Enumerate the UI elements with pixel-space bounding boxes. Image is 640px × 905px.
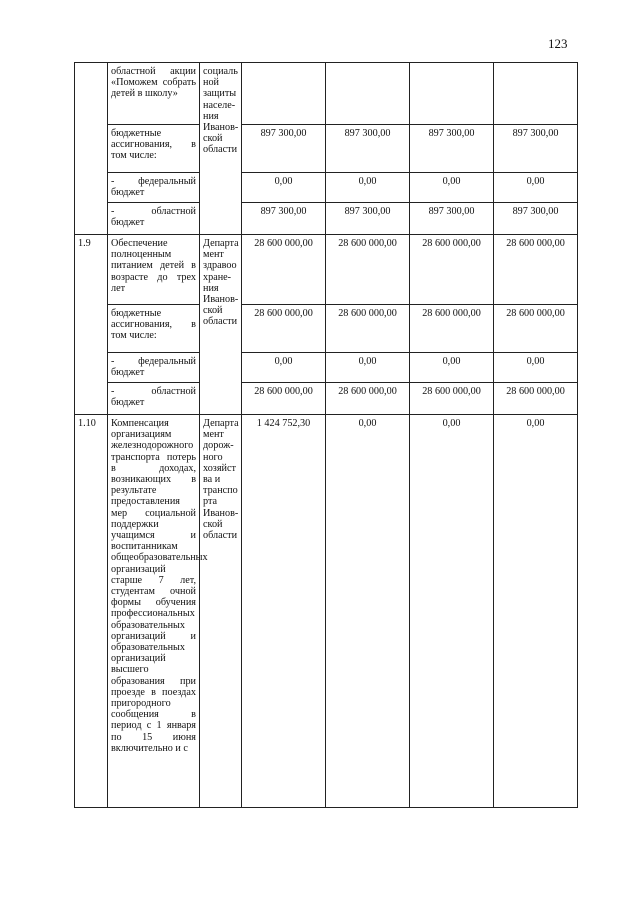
- executor-line: ской: [203, 518, 223, 530]
- page-number: 123: [548, 36, 568, 51]
- amount-cell: 0,00: [494, 173, 578, 203]
- executor-line: ской: [203, 305, 223, 317]
- description-cell: - областной бюджет: [108, 383, 200, 415]
- description-cell: - федеральный бюджет: [108, 173, 200, 203]
- amount-cell: 28 600 000,00: [494, 305, 578, 353]
- amount-cell: [410, 63, 494, 125]
- executor-line: Департа: [203, 238, 239, 249]
- amount-cell: 28 600 000,00: [326, 305, 410, 353]
- description-cell: Обеспечение полноценным питанием детей в возрасте до трех лет: [108, 235, 200, 305]
- executor-line: мент: [203, 249, 224, 261]
- amount-cell: 28 600 000,00: [242, 235, 326, 305]
- executor-line: Департа: [203, 418, 239, 429]
- amount-cell: 897 300,00: [410, 125, 494, 173]
- executor-line: рта: [203, 496, 218, 508]
- executor-line: здравоо: [203, 260, 237, 272]
- amount-cell: 0,00: [326, 353, 410, 383]
- executor-line: области: [203, 316, 238, 328]
- amount-cell: 1 424 752,30: [242, 415, 326, 808]
- executor-line: дорож-: [203, 440, 234, 452]
- amount-cell: 897 300,00: [494, 203, 578, 235]
- amount-cell: 897 300,00: [326, 125, 410, 173]
- executor-line: ва и: [203, 474, 221, 486]
- executor-cell: [200, 415, 242, 808]
- amount-cell: 28 600 000,00: [242, 383, 326, 415]
- table-row: [75, 63, 578, 125]
- amount-cell: 28 600 000,00: [410, 383, 494, 415]
- executor-line: ного: [203, 451, 223, 463]
- executor-line: области: [203, 530, 238, 542]
- amount-cell: 0,00: [410, 415, 494, 808]
- executor-line: Иванов-: [203, 507, 239, 519]
- table-row: [75, 235, 578, 305]
- description-cell: областной акции «Поможем собрать детей в школу»: [108, 63, 200, 125]
- amount-cell: 897 300,00: [242, 203, 326, 235]
- executor-cell: [200, 63, 242, 235]
- amount-cell: 0,00: [494, 353, 578, 383]
- amount-cell: 0,00: [494, 415, 578, 808]
- executor-cell: [200, 235, 242, 415]
- description-cell: бюджетные ассигнования, в том числе:: [108, 125, 200, 173]
- amount-cell: [326, 63, 410, 125]
- amount-cell: 28 600 000,00: [410, 305, 494, 353]
- description-cell: - областной бюджет: [108, 203, 200, 235]
- table-row: [75, 415, 578, 808]
- table-row: [75, 173, 578, 203]
- executor-line: ной: [203, 77, 219, 89]
- amount-cell: 897 300,00: [326, 203, 410, 235]
- amount-cell: 28 600 000,00: [326, 383, 410, 415]
- description-cell: Компенсация организациям железнодорожного транспорта потерь в доходах, возникающих в результате предоставления мер социальной поддержки учащимся и воспитанникам общеобразовательных организаций старше 7 лет, студентам очной формы обучения профессиональных образовательных организаций и образовательных организаций высшего образования при проезде в поездах пригородного сообщения в период с 1 января по 15 июня включительно и с: [108, 415, 200, 808]
- table-row: [75, 383, 578, 415]
- amount-cell: 0,00: [326, 415, 410, 808]
- executor-line: Иванов-: [203, 294, 239, 306]
- executor-line: транспо: [203, 485, 238, 497]
- amount-cell: 28 600 000,00: [494, 235, 578, 305]
- row-number: 1.10: [75, 415, 108, 808]
- table-row: [75, 353, 578, 383]
- amount-cell: 0,00: [326, 173, 410, 203]
- amount-cell: 0,00: [410, 173, 494, 203]
- executor-line: защиты: [203, 88, 237, 100]
- row-number: 1.9: [75, 235, 108, 415]
- description-cell: - федеральный бюджет: [108, 353, 200, 383]
- table-row: [75, 305, 578, 353]
- amount-cell: 28 600 000,00: [410, 235, 494, 305]
- amount-cell: 28 600 000,00: [242, 305, 326, 353]
- amount-cell: [494, 63, 578, 125]
- amount-cell: 897 300,00: [242, 125, 326, 173]
- amount-cell: 28 600 000,00: [326, 235, 410, 305]
- executor-line: мент: [203, 429, 224, 441]
- executor-line: социаль: [203, 66, 238, 77]
- amount-cell: 0,00: [410, 353, 494, 383]
- executor-line: области: [203, 144, 238, 156]
- table-row: [75, 203, 578, 235]
- executor-line: хозяйст: [203, 462, 236, 474]
- table-row: [75, 125, 578, 173]
- program-table: [74, 62, 578, 808]
- amount-cell: 897 300,00: [494, 125, 578, 173]
- amount-cell: 0,00: [242, 173, 326, 203]
- executor-line: населе-: [203, 99, 236, 111]
- executor-line: хране-: [203, 271, 232, 283]
- amount-cell: 0,00: [242, 353, 326, 383]
- executor-line: ской: [203, 133, 223, 145]
- executor-line: Иванов-: [203, 122, 239, 134]
- description-cell: бюджетные ассигнования, в том числе:: [108, 305, 200, 353]
- amount-cell: 897 300,00: [410, 203, 494, 235]
- amount-cell: 28 600 000,00: [494, 383, 578, 415]
- row-number: [75, 63, 108, 235]
- amount-cell: [242, 63, 326, 125]
- executor-line: ния: [203, 282, 219, 294]
- executor-line: ния: [203, 110, 219, 122]
